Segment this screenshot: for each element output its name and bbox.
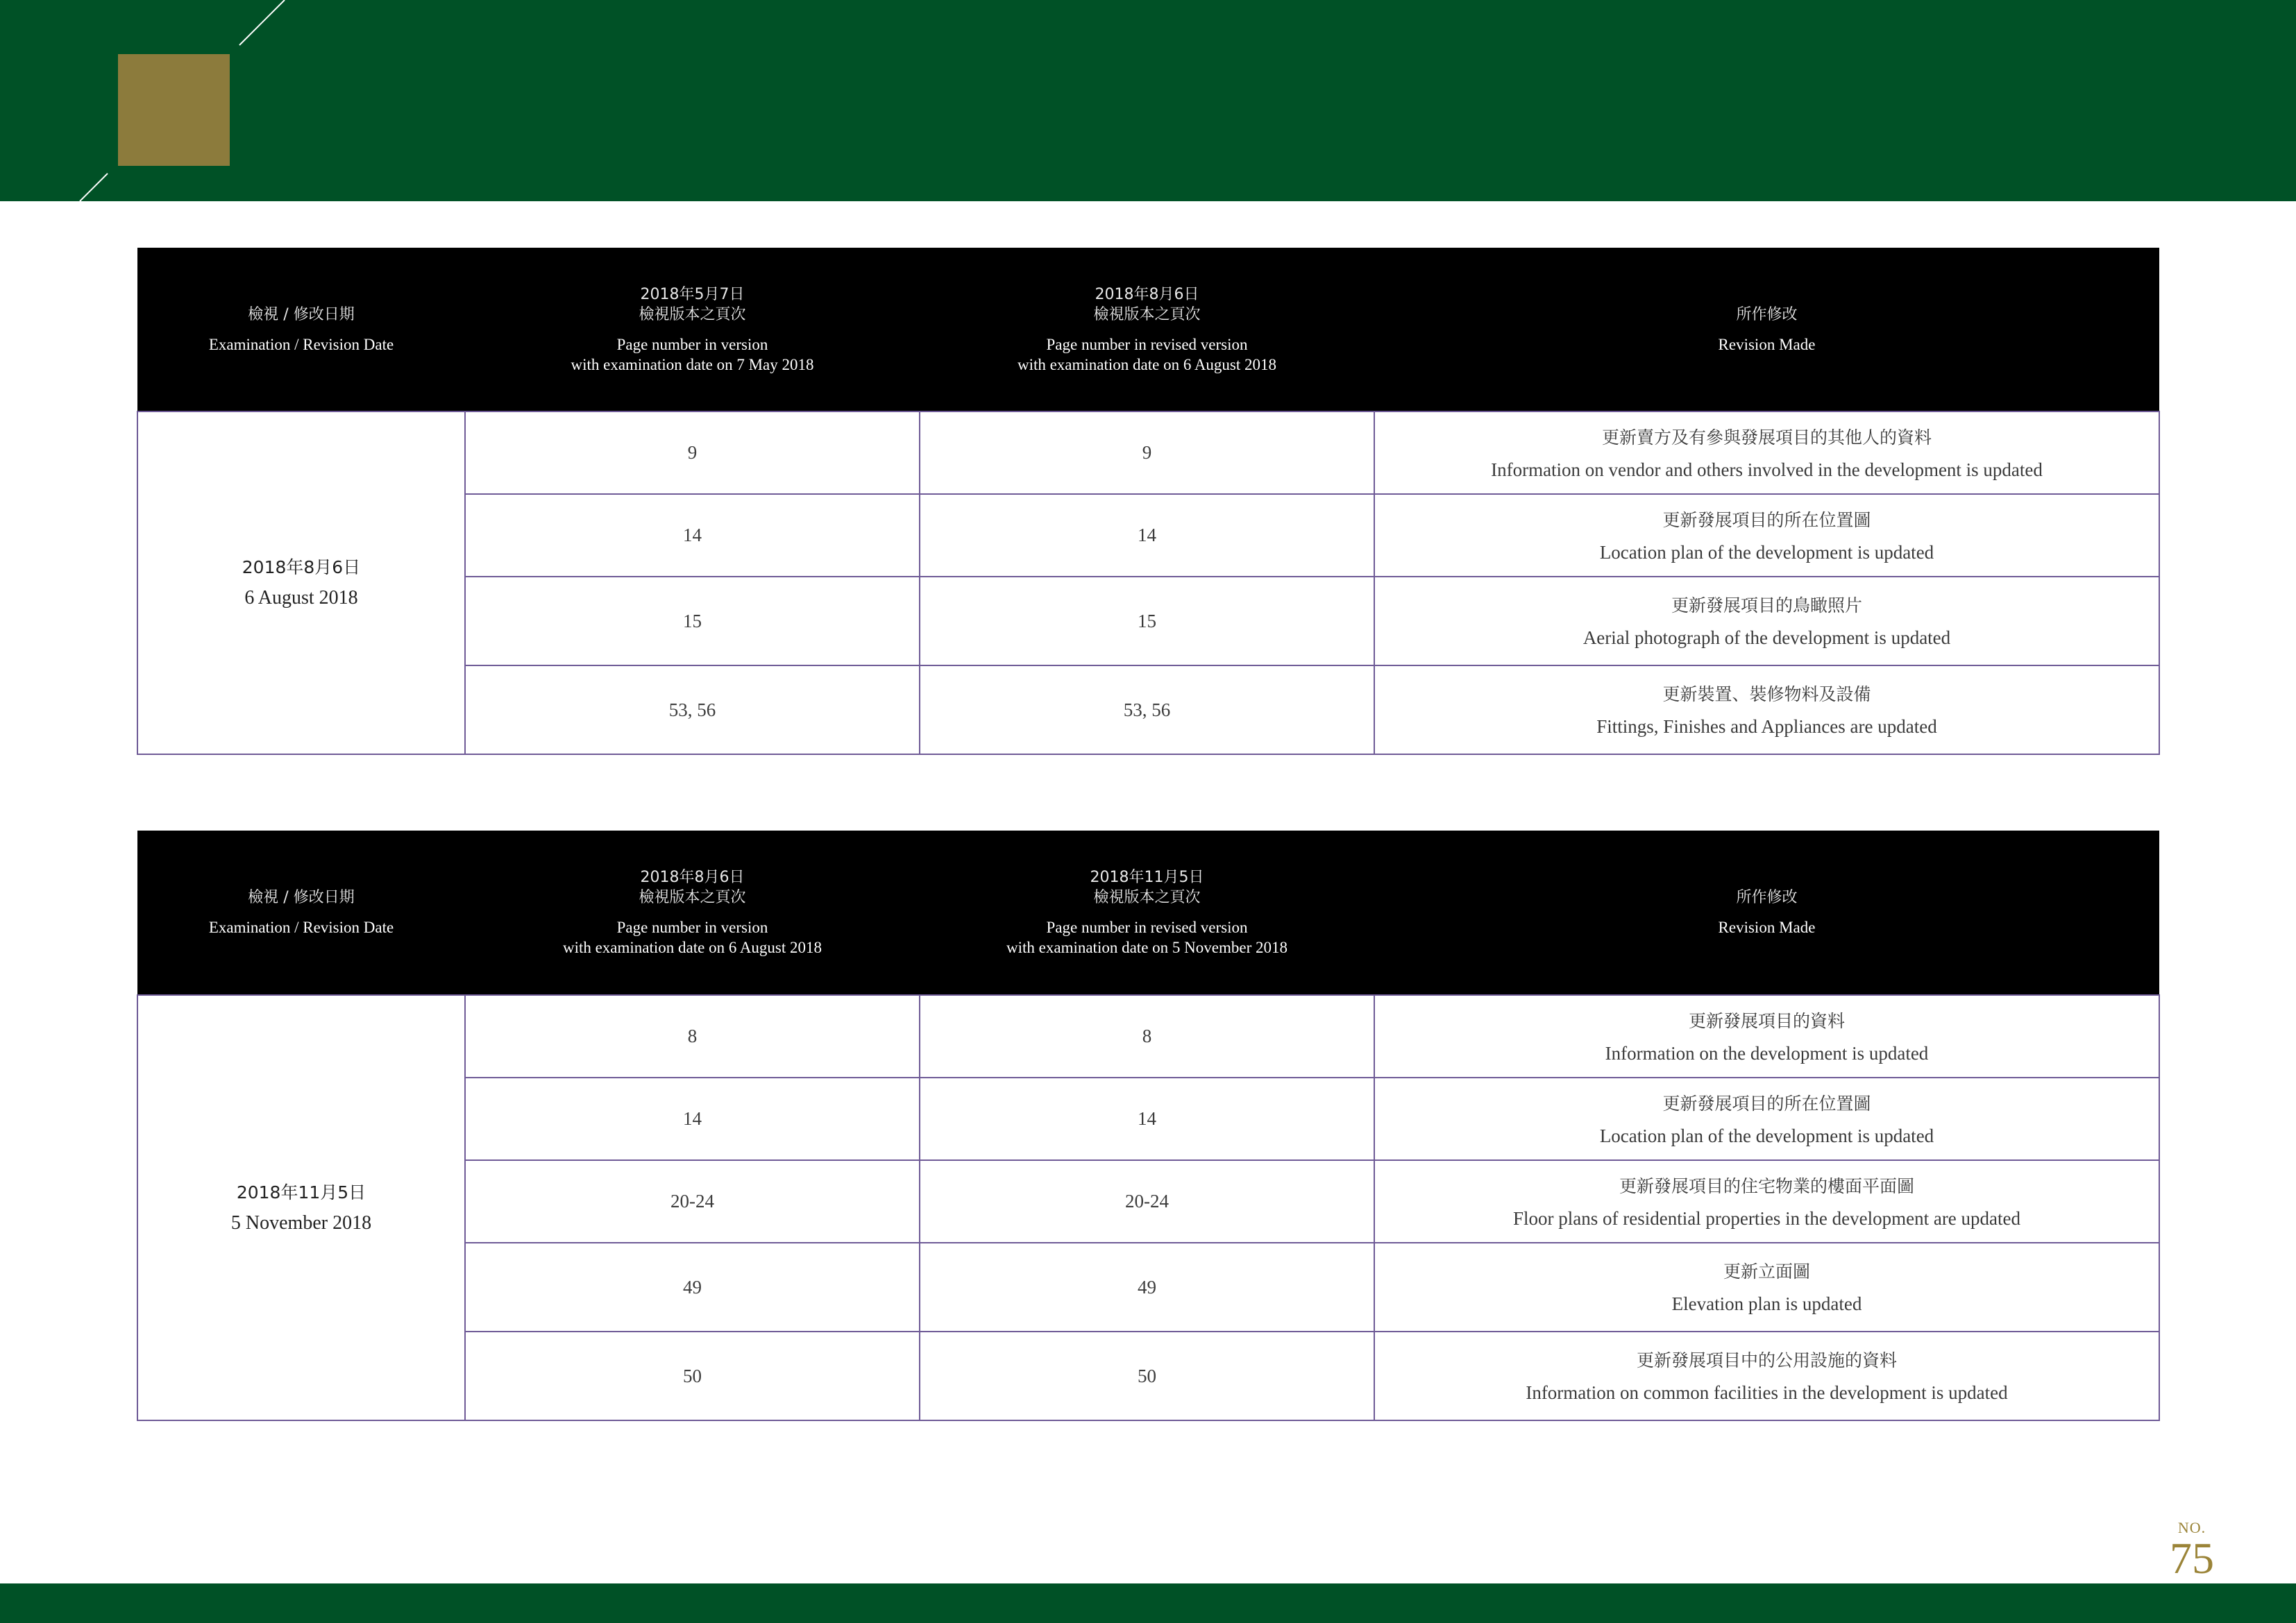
new-page-cell: 20-24	[920, 1160, 1374, 1243]
revision-date-cell: 2018年11月5日 5 November 2018	[137, 995, 465, 1420]
header-new-page-col: 2018年8月6日 檢視版本之頁次 Page number in revised version with examination date on 6 August 2018	[920, 248, 1374, 411]
revision-cell: 更新發展項目中的公用設施的資料 Information on common facilities in the development is updated	[1374, 1332, 2159, 1420]
old-page-cell: 9	[465, 411, 920, 494]
revision-date-cell: 2018年8月6日 6 August 2018	[137, 411, 465, 754]
new-page-cell: 50	[920, 1332, 1374, 1420]
gold-logo-square	[118, 54, 230, 166]
page-number	[2150, 1520, 2234, 1581]
revision-cell: 更新裝置、裝修物料及設備 Fittings, Finishes and Appliances are updated	[1374, 665, 2159, 754]
new-page-cell: 9	[920, 411, 1374, 494]
decorative-lines	[0, 0, 2296, 201]
new-page-cell: 49	[920, 1243, 1374, 1332]
revision-cell: 更新發展項目的住宅物業的樓面平面圖 Floor plans of residential properties in the development are updated	[1374, 1160, 2159, 1243]
header-revision-col: 所作修改 Revision Made	[1374, 248, 2159, 411]
page-number-label: NO.	[2177, 1519, 2206, 1536]
table-row	[137, 411, 2159, 494]
header-revision-col: 所作修改 Revision Made	[1374, 831, 2159, 995]
revision-cell: 更新立面圖 Elevation plan is updated	[1374, 1243, 2159, 1332]
old-page-cell: 8	[465, 995, 920, 1078]
header-date-col: 檢視 / 修改日期 Examination / Revision Date	[137, 248, 465, 411]
old-page-cell: 15	[465, 577, 920, 665]
header-old-page-col: 2018年8月6日 檢視版本之頁次 Page number in version with examination date on 6 August 2018	[465, 831, 920, 995]
page-number-value: 75	[2170, 1533, 2214, 1583]
table-header-row	[137, 248, 2159, 411]
revision-table-1	[137, 248, 2160, 755]
revision-table-2	[137, 831, 2160, 1421]
new-page-cell: 15	[920, 577, 1374, 665]
old-page-cell: 53, 56	[465, 665, 920, 754]
revision-cell: 更新發展項目的鳥瞰照片 Aerial photograph of the development is updated	[1374, 577, 2159, 665]
new-page-cell: 14	[920, 1078, 1374, 1160]
old-page-cell: 49	[465, 1243, 920, 1332]
table-row	[137, 995, 2159, 1078]
new-page-cell: 8	[920, 995, 1374, 1078]
old-page-cell: 20-24	[465, 1160, 920, 1243]
header-band	[0, 0, 2296, 201]
old-page-cell: 14	[465, 494, 920, 577]
table-header-row	[137, 831, 2159, 995]
header-old-page-col: 2018年5月7日 檢視版本之頁次 Page number in version with examination date on 7 May 2018	[465, 248, 920, 411]
old-page-cell: 14	[465, 1078, 920, 1160]
header-date-col: 檢視 / 修改日期 Examination / Revision Date	[137, 831, 465, 995]
new-page-cell: 14	[920, 494, 1374, 577]
old-page-cell: 50	[465, 1332, 920, 1420]
revision-cell: 更新賣方及有參與發展項目的其他人的資料 Information on vendor and others involved in the development is updated	[1374, 411, 2159, 494]
revision-cell: 更新發展項目的所在位置圖 Location plan of the development is updated	[1374, 494, 2159, 577]
new-page-cell: 53, 56	[920, 665, 1374, 754]
footer-band	[0, 1583, 2296, 1623]
revision-cell: 更新發展項目的資料 Information on the development is updated	[1374, 995, 2159, 1078]
header-new-page-col: 2018年11月5日 檢視版本之頁次 Page number in revised version with examination date on 5 November 2018	[920, 831, 1374, 995]
revision-cell: 更新發展項目的所在位置圖 Location plan of the development is updated	[1374, 1078, 2159, 1160]
